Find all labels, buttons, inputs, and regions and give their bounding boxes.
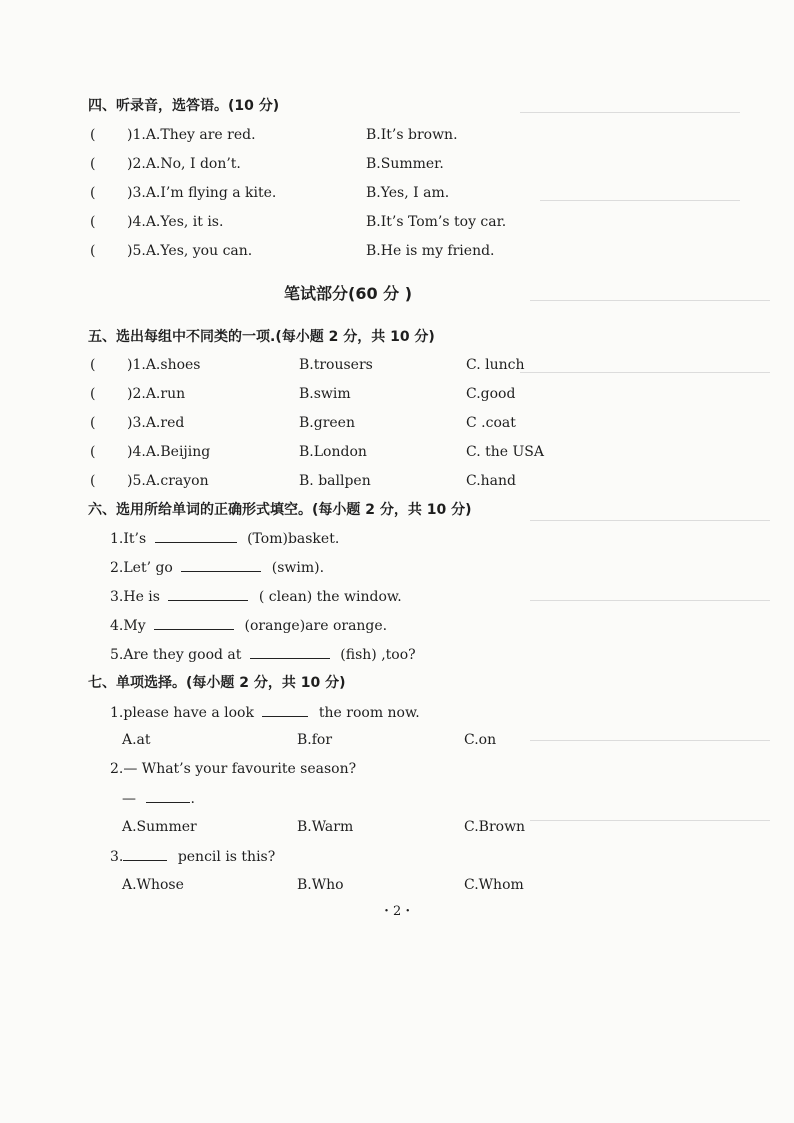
fill-blank-item: 4.My (orange)are orange. [110, 618, 388, 634]
show-through [540, 200, 740, 201]
fill-blank-item: 2.Let’ go (swim). [110, 560, 325, 576]
option-c: C. the USA [466, 444, 544, 460]
option-b: B.Yes, I am. [366, 185, 450, 201]
answer-paren: ( [90, 214, 96, 230]
option-c: C.Whom [464, 877, 524, 893]
choice-question-2: 2.— What’s your favourite season? [110, 761, 357, 777]
option-b: B.swim [299, 386, 351, 402]
option-a: )1.A.shoes [127, 357, 201, 373]
show-through [530, 600, 770, 601]
option-a: )3.A.red [127, 415, 185, 431]
answer-paren: ( [90, 243, 96, 259]
section7-heading: 七、单项选择。(每小题 2 分，共 10 分) [88, 675, 346, 691]
option-c: C.Brown [464, 819, 526, 835]
section5-heading: 五、选出每组中不同类的一项.(每小题 2 分，共 10 分) [88, 329, 435, 345]
show-through [520, 372, 770, 373]
option-b: B.Summer. [366, 156, 444, 172]
option-a: )2.A.No, I don’t. [127, 156, 241, 172]
show-through [530, 520, 770, 521]
answer-paren: ( [90, 386, 96, 402]
show-through [530, 820, 770, 821]
option-c: C .coat [466, 415, 516, 431]
answer-blank[interactable] [168, 587, 248, 601]
show-through [520, 112, 740, 113]
answer-paren: ( [90, 156, 96, 172]
section4-heading: 四、听录音，选答语。(10 分) [88, 98, 280, 114]
answer-blank[interactable] [146, 789, 190, 803]
answer-blank[interactable] [250, 645, 330, 659]
answer-paren: ( [90, 444, 96, 460]
page-number: ・2・ [380, 904, 415, 919]
option-b: B.green [299, 415, 355, 431]
option-b: B. ballpen [299, 473, 371, 489]
option-b: B.trousers [299, 357, 373, 373]
answer-blank[interactable] [123, 847, 167, 861]
option-a: )4.A.Yes, it is. [127, 214, 224, 230]
option-b: B.He is my friend. [366, 243, 495, 259]
fill-blank-item: 3.He is ( clean) the window. [110, 589, 402, 605]
answer-paren: ( [90, 473, 96, 489]
option-a: )1.A.They are red. [127, 127, 256, 143]
option-b: B.London [299, 444, 367, 460]
fill-blank-item: 5.Are they good at (fish) ,too? [110, 647, 416, 663]
option-b: B.It’s Tom’s toy car. [366, 214, 507, 230]
answer-paren: ( [90, 127, 96, 143]
option-b: B.for [297, 732, 333, 748]
option-c: C. lunch [466, 357, 525, 373]
option-c: C.on [464, 732, 497, 748]
option-b: B.Who [297, 877, 344, 893]
fill-blank-item: 1.It’s (Tom)basket. [110, 531, 340, 547]
show-through [530, 300, 770, 301]
option-b: B.It’s brown. [366, 127, 458, 143]
section6-heading: 六、选用所给单词的正确形式填空。(每小题 2 分，共 10 分) [88, 502, 472, 518]
option-a: A.at [122, 732, 151, 748]
written-part-title: 笔试部分(60 分 ) [284, 284, 413, 303]
option-a: )5.A.Yes, you can. [127, 243, 253, 259]
option-a: )5.A.crayon [127, 473, 209, 489]
choice-question-1: 1.please have a look the room now. [110, 705, 420, 721]
option-b: B.Warm [297, 819, 354, 835]
answer-paren: ( [90, 415, 96, 431]
option-a: A.Summer [122, 819, 197, 835]
option-c: C.good [466, 386, 516, 402]
answer-blank[interactable] [154, 616, 234, 630]
option-a: A.Whose [122, 877, 184, 893]
show-through [530, 740, 770, 741]
answer-paren: ( [90, 185, 96, 201]
answer-blank[interactable] [181, 558, 261, 572]
choice-question-3: 3. pencil is this? [110, 849, 276, 865]
option-a: )4.A.Beijing [127, 444, 211, 460]
answer-blank[interactable] [155, 529, 237, 543]
option-c: C.hand [466, 473, 517, 489]
answer-paren: ( [90, 357, 96, 373]
option-a: )3.A.I’m flying a kite. [127, 185, 277, 201]
choice-answer-line-2: — . [122, 791, 195, 807]
answer-blank[interactable] [262, 703, 308, 717]
option-a: )2.A.run [127, 386, 186, 402]
